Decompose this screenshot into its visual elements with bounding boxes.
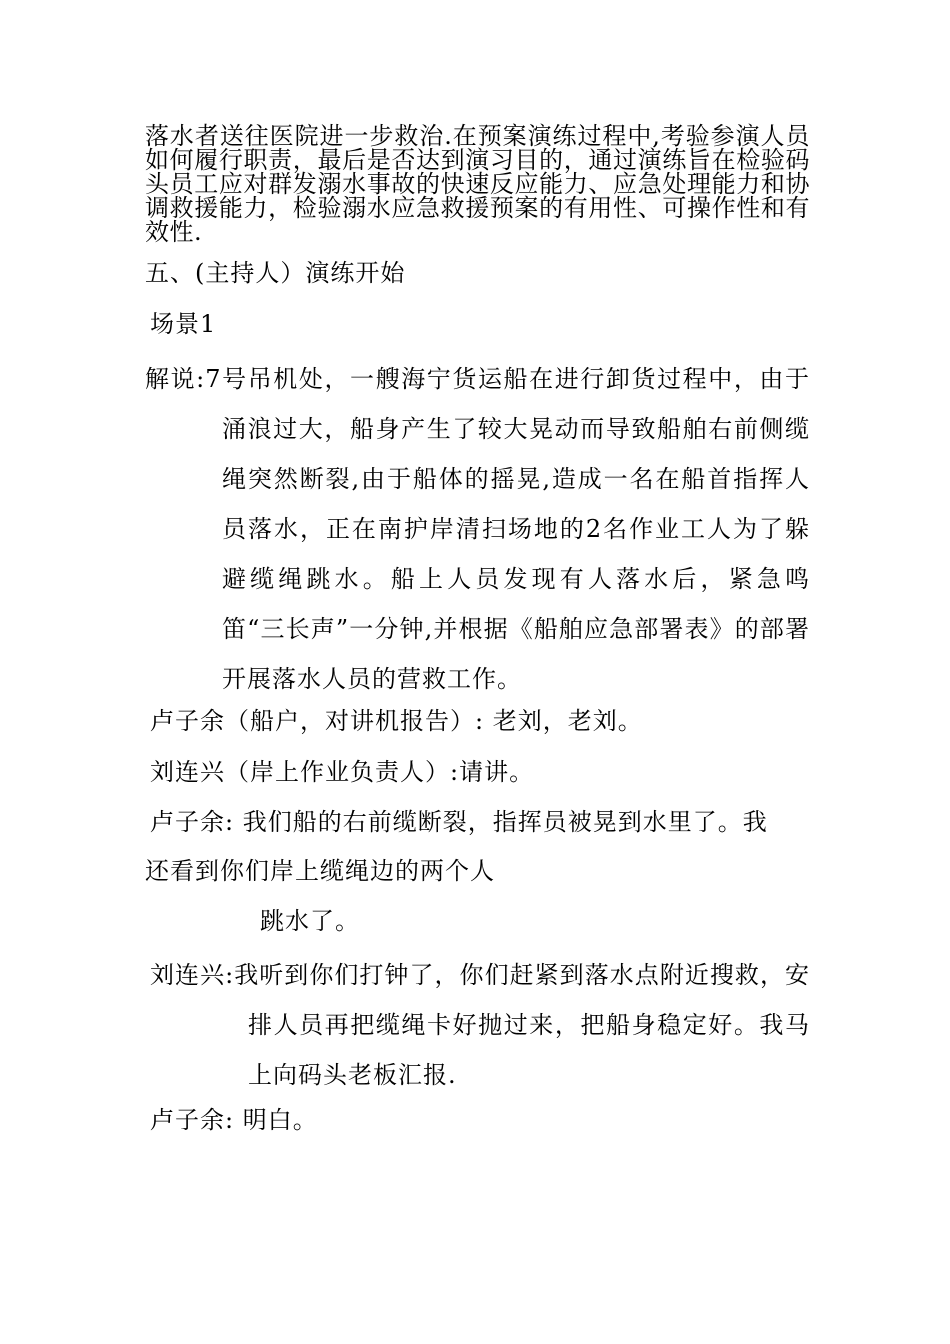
narration-paragraph: 解说:7号吊机处，一艘海宁货运船在进行卸货过程中，由于涌浪过大，船身产生了较大晃动而导致船舶右前侧缆绳突然断裂,由于船体的摇晃,造成一名在船首指挥人员落水，正在南护岸清扫场地的2名作业工人为了躲避缆绳跳水。船上人员发现有人落水后，紧急鸣笛“三长声”一分钟,并根据《船舶应急部署表》的部署开展落水人员的营救工作。 <box>145 365 810 693</box>
dialogue-line: 刘连兴（岸上作业负责人）:请讲。 <box>150 758 535 786</box>
scene-label: 场景1 <box>150 310 217 338</box>
dialogue-line: 卢子余: 我们船的右前缆断裂，指挥员被晃到水里了。我 <box>150 808 768 836</box>
intro-paragraph: 落水者送往医院进一步救治.在预案演练过程中,考验参演人员如何履行职责，最后是否达到演习目的，通过演练旨在检验码头员工应对群发溺水事故的快速反应能力、应急处理能力和协调救援能力，检验溺水应急救援预案的有用性、可操作性和有效性. <box>145 122 810 246</box>
dialogue-line: 卢子余（船户，对讲机报告）: 老刘，老刘。 <box>150 707 643 735</box>
dialogue-line: 跳水了。 <box>260 907 360 935</box>
dialogue-line: 卢子余: 明白。 <box>150 1106 318 1134</box>
section-heading: 五、(主持人）演练开始 <box>145 259 406 287</box>
dialogue-paragraph: 刘连兴:我听到你们打钟了，你们赶紧到落水点附近搜救，安排人员再把缆绳卡好抛过来，把船身稳定好。我马上向码头老板汇报. <box>150 961 810 1089</box>
dialogue-line: 还看到你们岸上缆绳边的两个人 <box>145 857 495 885</box>
